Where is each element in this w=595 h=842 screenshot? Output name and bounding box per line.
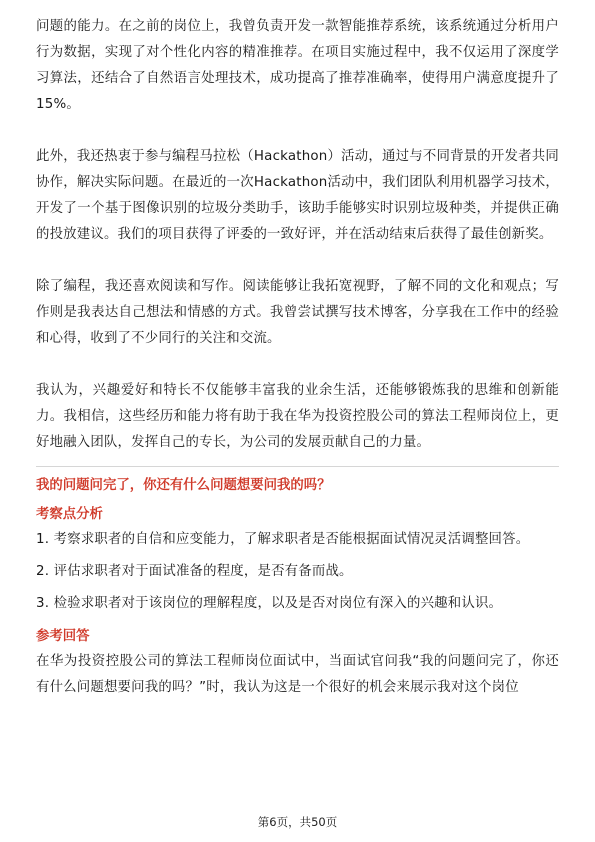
body-paragraph-3: 除了编程，我还喜欢阅读和写作。阅读能够让我拓宽视野，了解不同的文化和观点；写作则是我表达自己想法和情感的方式。我曾尝试撰写技术博客，分享我在工作中的经验和心得，收到了不少同行的关注和交流。 [36, 279, 559, 346]
interview-question: 我的问题问完了，你还有什么问题想要问我的吗？ [36, 478, 331, 493]
answer-text: 在华为投资控股公司的算法工程师岗位面试中，当面试官问我“我的问题问完了，你还有什么问题想要问我的吗？”时，我认为这是一个很好的机会来展示我对这个岗位 [36, 654, 559, 695]
section-divider [36, 466, 559, 467]
analysis-item-3: 3. 检验求职者对于该岗位的理解程度，以及是否对岗位有深入的兴趣和认识。 [36, 596, 503, 611]
analysis-title: 考察点分析 [36, 507, 103, 522]
analysis-item-1: 1. 考察求职者的自信和应变能力，了解求职者是否能根据面试情况灵活调整回答。 [36, 532, 530, 547]
body-paragraph-1: 问题的能力。在之前的岗位上，我曾负责开发一款智能推荐系统，该系统通过分析用户行为数据，实现了对个性化内容的精准推荐。在项目实施过程中，我不仅运用了深度学习算法，还结合了自然语言处理技术，成功提高了推荐准确率，使得用户满意度提升了15%。 [36, 19, 559, 112]
body-paragraph-4: 我认为，兴趣爱好和特长不仅能够丰富我的业余生活，还能够锻炼我的思维和创新能力。我相信，这些经历和能力将有助于我在华为投资控股公司的算法工程师岗位上，更好地融入团队，发挥自己的专长，为公司的发展贡献自己的力量。 [36, 383, 559, 450]
answer-title: 参考回答 [36, 629, 90, 644]
page-footer: 第6页，共50页 [257, 815, 338, 829]
page-content [36, 14, 559, 701]
body-paragraph-2: 此外，我还热衷于参与编程马拉松（Hackathon）活动，通过与不同背景的开发者共同协作，解决实际问题。在最近的一次Hackathon活动中，我们团队利用机器学习技术，开发了一个基于图像识别的垃圾分类助手，该助手能够实时识别垃圾种类，并提供正确的投放建议。我们的项目获得了评委的一致好评，并在活动结束后获得了最佳创新奖。 [36, 149, 559, 242]
analysis-item-2: 2. 评估求职者对于面试准备的程度，是否有备而战。 [36, 564, 353, 579]
